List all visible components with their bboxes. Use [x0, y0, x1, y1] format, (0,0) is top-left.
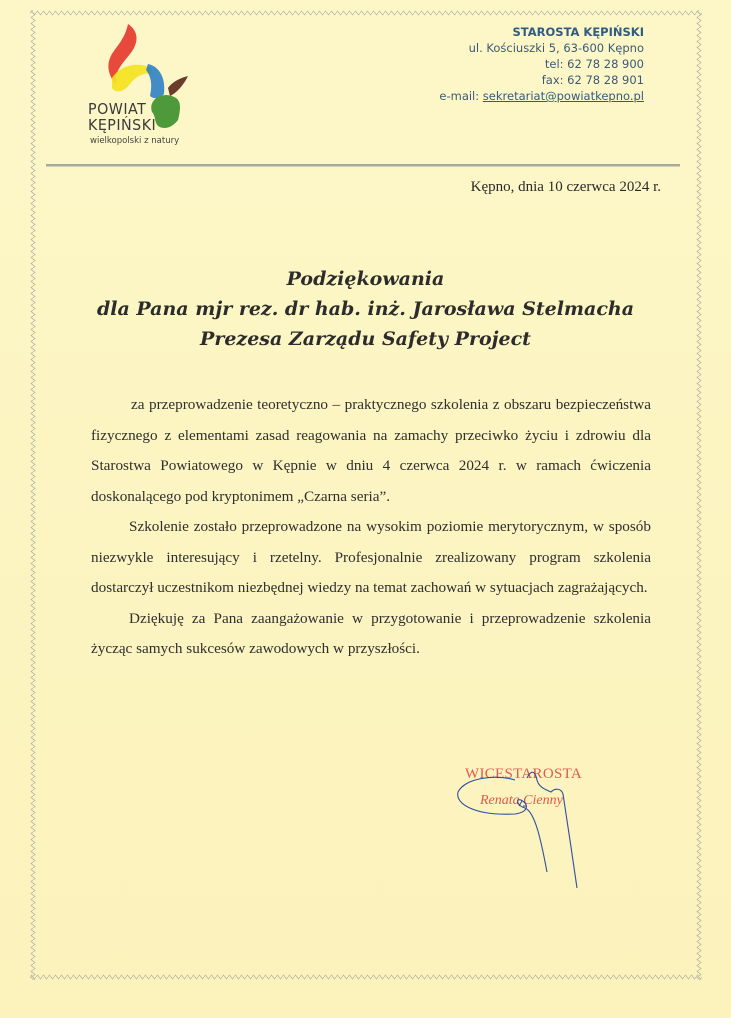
signature-block — [455, 760, 635, 900]
address: ul. Kościuszki 5, 63-600 Kępno — [468, 41, 644, 55]
scan-edge — [0, 1018, 731, 1024]
decorative-frame-left — [30, 10, 36, 980]
title-line-2: dla Pana mjr rez. dr hab. inż. Jarosława Stelmacha — [96, 298, 635, 320]
email-line — [439, 88, 644, 104]
title-line-3: Prezesa Zarządu Safety Project — [200, 328, 531, 350]
organization-name: STAROSTA KĘPIŃSKI — [512, 25, 644, 39]
letter-body — [91, 390, 651, 665]
decorative-frame-top — [30, 10, 702, 16]
email-label: e-mail: — [439, 89, 483, 103]
email-link[interactable]: sekretariat@powiatkepno.pl — [482, 89, 644, 103]
fax: fax: 62 78 28 901 — [541, 73, 644, 87]
decorative-frame-right — [696, 10, 702, 980]
body-paragraph: Szkolenie zostało przeprowadzone na wysokim poziomie merytorycznym, w sposób niezwykle interesujący i rzetelny. Profesjonalnie zrealizowany program szkolenia dostarczył uczestnikom niezbędnej wiedzy na temat zachowań w sytuacjach zagrażających. — [91, 518, 651, 596]
decorative-frame-bottom — [30, 974, 702, 980]
body-paragraph: Dziękuję za Pana zaangażowanie w przygotowanie i przeprowadzenie szkolenia życząc samych sukcesów zawodowych w przyszłości. — [91, 609, 651, 657]
logo-text-kepinski: KĘPIŃSKI — [88, 116, 157, 134]
handwritten-signature-icon — [455, 760, 635, 900]
header-divider — [46, 164, 680, 167]
phone: tel: 62 78 28 900 — [544, 57, 644, 71]
powiat-logo — [88, 22, 198, 152]
body-paragraph: za przeprowadzenie teoretyczno – praktycznego szkolenia z obszaru bezpieczeństwa fizycznego z elementami zasad reagowania na zamachy przeciwko życiu i zdrowiu dla Starostwa Powiatowego w Kępnie w dniu 4 czerwca 2024 r. w ramach ćwiczenia doskonalącego pod kryptonimem „Czarna seria”. — [91, 396, 651, 505]
stamp-title: WICESTAROSTA — [465, 766, 583, 782]
contact-block — [439, 24, 644, 104]
logo-text-powiat: POWIAT — [88, 100, 147, 118]
logo-tagline: wielkopolski z natury — [90, 136, 180, 146]
title-line-1: Podziękowania — [286, 268, 445, 290]
stamp-name: Renata Cienny — [480, 793, 563, 808]
date-line: Kępno, dnia 10 czerwca 2024 r. — [470, 179, 661, 195]
letter-title — [0, 264, 731, 354]
